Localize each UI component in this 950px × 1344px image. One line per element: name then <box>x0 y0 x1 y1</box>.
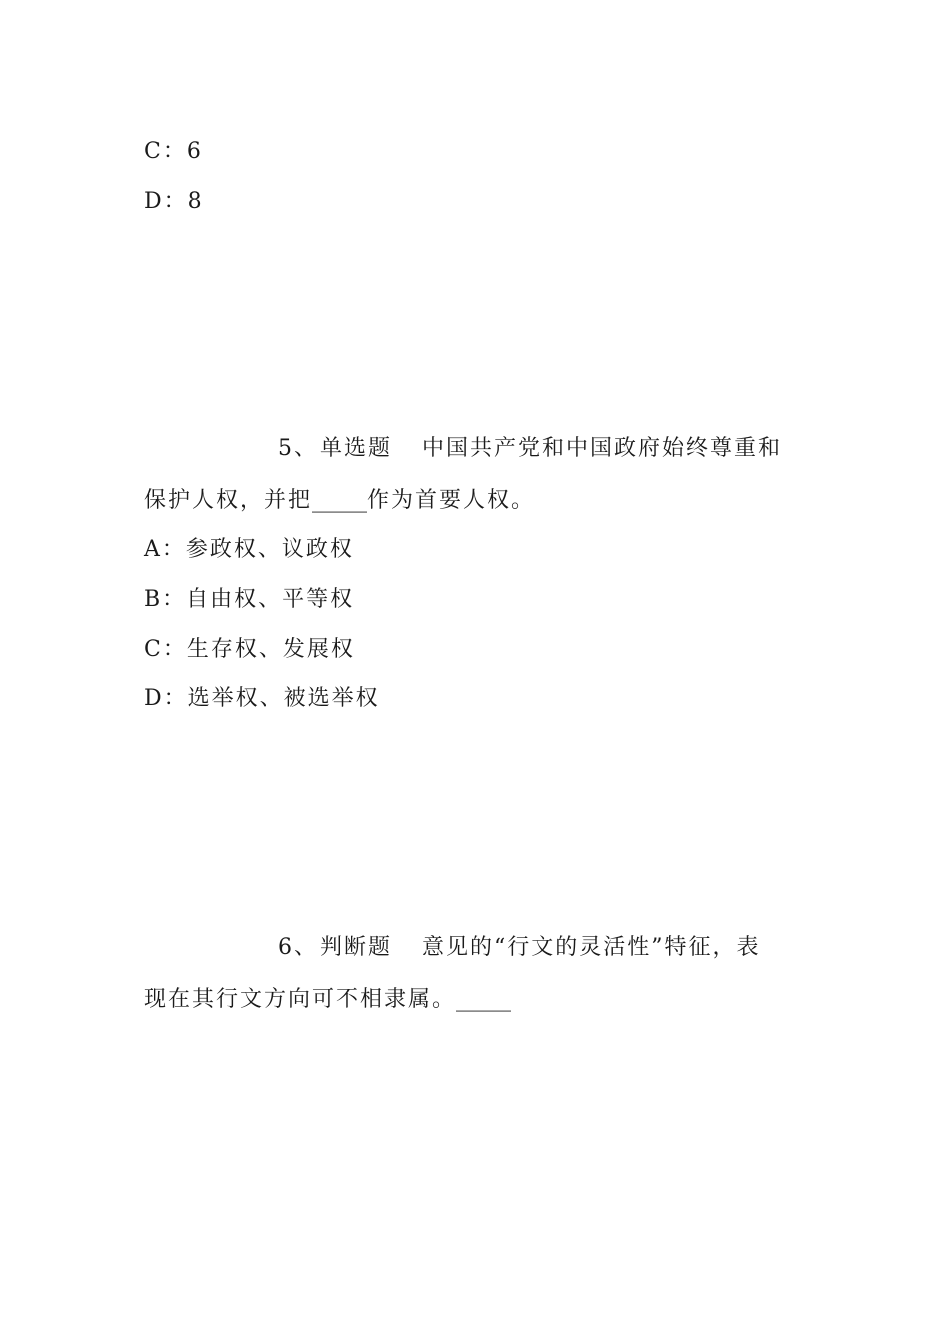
q5-stem-line1 <box>278 434 782 464</box>
option-letter: C： <box>144 637 187 662</box>
question-stem: 中国共产党和中国政府始终尊重和 <box>422 436 783 461</box>
question-stem: 意见的“行文的灵活性”特征，表 <box>422 935 761 960</box>
option-letter: B： <box>144 587 187 612</box>
option-text: 6 <box>186 139 203 164</box>
q6-stem-line1 <box>278 933 761 963</box>
question-stem: 保护人权，并把 <box>144 488 313 513</box>
q5-option-c <box>144 635 355 665</box>
option-text: 选举权、被选举权 <box>187 686 380 711</box>
q6-stem-line2 <box>144 985 511 1015</box>
q4-option-d <box>144 187 204 217</box>
question-number: 6、 <box>278 935 318 960</box>
question-number: 5、 <box>278 436 318 461</box>
q4-option-c <box>144 137 203 167</box>
question-stem: 作为首要人权。 <box>367 488 536 513</box>
question-stem: 现在其行文方向可不相隶属。 <box>144 987 457 1012</box>
option-letter: D： <box>144 686 188 711</box>
option-letter: D： <box>144 189 188 214</box>
option-text: 自由权、平等权 <box>186 587 355 612</box>
q5-option-d <box>144 684 380 714</box>
question-type: 判断题 <box>320 935 393 960</box>
answer-blank: _____ <box>312 488 368 513</box>
option-letter: A： <box>144 537 186 562</box>
option-letter: C： <box>144 139 187 164</box>
q5-stem-line2 <box>144 486 535 516</box>
answer-blank: _____ <box>456 987 512 1012</box>
option-text: 参政权、议政权 <box>185 537 354 562</box>
q5-option-a <box>144 535 354 565</box>
question-type: 单选题 <box>320 436 393 461</box>
option-text: 生存权、发展权 <box>186 637 355 662</box>
option-text: 8 <box>187 189 204 214</box>
q5-option-b <box>144 585 354 615</box>
